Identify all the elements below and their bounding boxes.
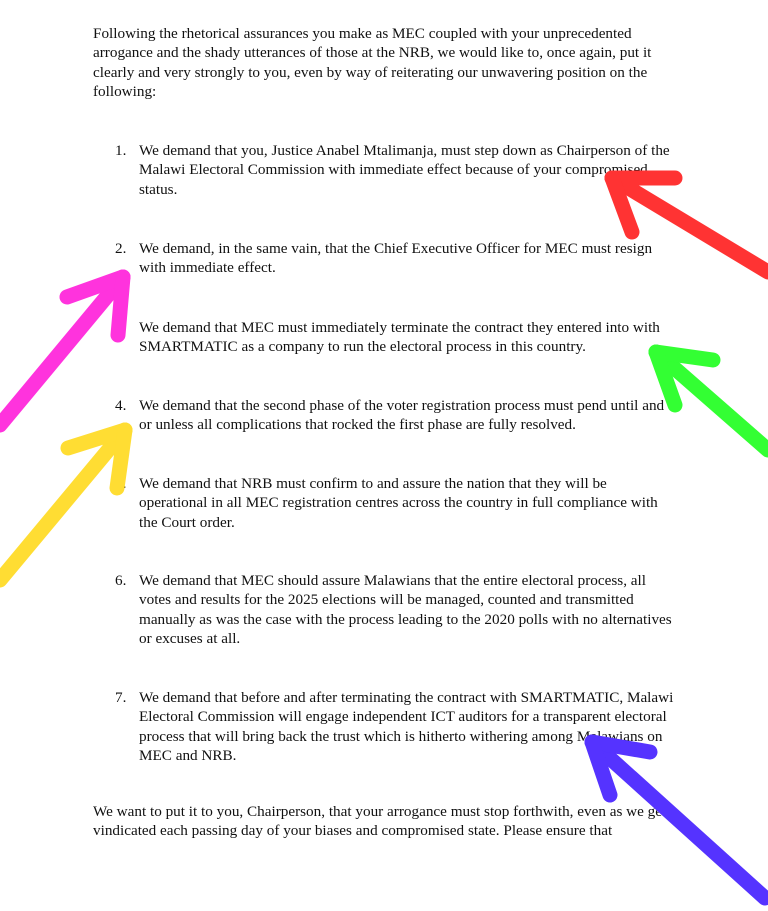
demand-number: 6. [115,572,127,589]
demand-number: 7. [115,689,127,706]
demand-number: 4. [115,397,127,414]
yellow-arrow-icon [0,430,125,580]
demand-text: We demand that before and after terminating the contract with SMARTMATIC, Malawi Electoral Commission will engage independent ICT auditors for a transparent electoral process that will bring back the trust which is hitherto withering among Malawians on MEC and NRB. [139,689,674,765]
demand-text: We demand that MEC must immediately terminate the contract they entered into with SMARTMATIC as a company to run the electoral process in this country. [139,319,660,356]
demand-text: We demand that NRB must confirm to and assure the nation that they will be operational in all MEC registration centres across the country in full compliance with the Court order. [139,475,658,531]
demand-text: We demand that the second phase of the voter registration process must pend until and or unless all complications that rocked the first phase are fully resolved. [139,397,665,434]
magenta-arrow-icon [0,277,123,425]
demand-number: 5. [115,475,127,492]
intro-paragraph: Following the rhetorical assurances you make as MEC coupled with your unprecedented arrogance and the shady utterances of those at the NRB, we would like to, once again, put it clearly and very strongly to you, even by way of reiterating our unwavering position on the following: [93,25,652,101]
demand-number: 1. [115,142,127,159]
demand-text: We demand that you, Justice Anabel Mtalimanja, must step down as Chairperson of the Malawi Electoral Commission with immediate effect because of your compromised status. [139,142,670,198]
closing-paragraph: We want to put it to you, Chairperson, that your arrogance must stop forthwith, even as we get vindicated each passing day of your biases and compromised state. Please ensure that [93,803,667,840]
demand-text: We demand that MEC should assure Malawians that the entire electoral process, all votes and results for the 2025 elections will be managed, counted and transmitted manually as was the case with the process leading to the 2020 polls with no alternatives or excuses at all. [139,572,672,648]
demand-number: 2. [115,240,127,257]
demand-number: 3. [115,319,127,336]
demand-text: We demand, in the same vain, that the Chief Executive Officer for MEC must resign with immediate effect. [139,240,653,277]
